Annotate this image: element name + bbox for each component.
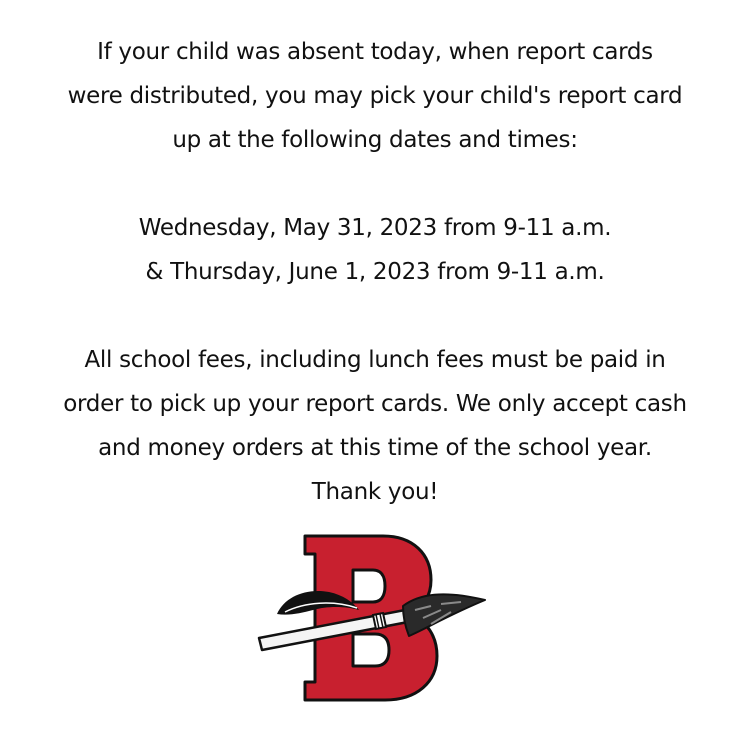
notice-body <box>0 30 750 514</box>
fees-line-2: order to pick up your report cards. We only accept cash <box>63 391 687 417</box>
spacer <box>0 162 750 206</box>
logo-graphic <box>255 530 490 705</box>
letter-b-spear-logo <box>255 530 490 705</box>
intro-line-1: If your child was absent today, when report cards <box>97 39 653 65</box>
pickup-date-2: & Thursday, June 1, 2023 from 9-11 a.m. <box>145 259 605 285</box>
spear-binding <box>373 613 386 629</box>
fees-line-3: and money orders at this time of the school year. <box>98 435 652 461</box>
thank-you: Thank you! <box>311 479 439 505</box>
spacer <box>0 294 750 338</box>
fees-paragraph <box>0 338 750 514</box>
intro-line-3: up at the following dates and times: <box>172 127 578 153</box>
pickup-date-1: Wednesday, May 31, 2023 from 9-11 a.m. <box>138 215 612 241</box>
fees-line-1: All school fees, including lunch fees must be paid in <box>84 347 666 373</box>
intro-line-2: were distributed, you may pick your child's report card <box>67 83 683 109</box>
pickup-dates <box>0 206 750 294</box>
intro-paragraph <box>0 30 750 162</box>
